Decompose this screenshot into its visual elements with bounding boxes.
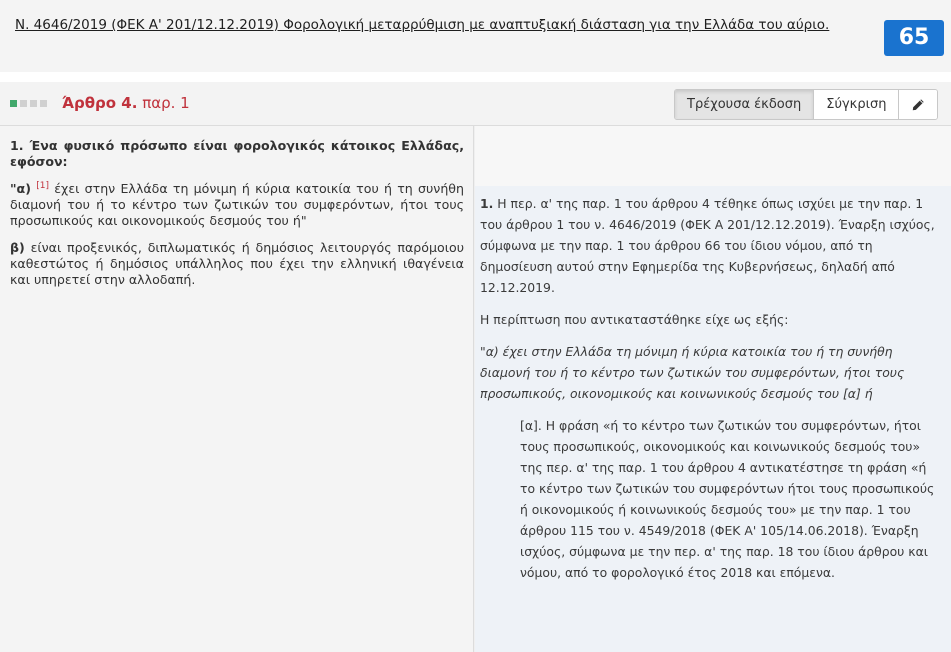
pencil-icon: [911, 98, 925, 112]
footnote-ref-link[interactable]: [1]: [36, 180, 49, 191]
version-button-group: [674, 89, 938, 120]
note-paragraph-1-text: Η περ. α' της παρ. 1 του άρθρου 4 τέθηκε όπως ισχύει με την παρ. 1 του άρθρου 1 του ν. 4646/2019 (ΦΕΚ Α 201/12.12.2019). Έναρξη ισχύος, σύμφωνα με την παρ. 1 του άρθρου 66 του ίδιου νόμου, από τη δημοσίευση αυτού στην Εφημερίδα της Κυβερνήσεως, δηλαδή από 12.12.2019.: [480, 196, 935, 295]
article-text: [10, 138, 464, 299]
count-badge: 65: [884, 20, 944, 56]
paragraph-label: παρ. 1: [142, 94, 190, 112]
header-spacer: [0, 72, 951, 82]
item-b-text: είναι προξενικός, διπλωματικός ή δημόσιος λειτουργός παρόμοιου καθεστώτος ή δημόσιος υπάλληλος που έχει την ελληνική ιθαγένεια και υπηρετεί στην αλλοδαπή.: [10, 240, 464, 287]
progress-dots: [10, 100, 50, 119]
item-b: [10, 240, 464, 288]
edit-button[interactable]: [899, 90, 937, 119]
note-paragraph-1: [480, 193, 940, 298]
item-a-text: έχει στην Ελλάδα τη μόνιμη ή κύρια κατοικία του ή τη συνήθη διαμονή του ή το κέντρο των ζωτικών του συμφερόντων, ήτοι τους προσωπικούς και οικονομικούς δεσμούς του ή": [10, 181, 464, 228]
notes-pane: [475, 126, 951, 652]
compare-button[interactable]: Σύγκριση: [814, 90, 899, 119]
item-a-label: "α): [10, 181, 31, 196]
progress-dot-active: [10, 100, 17, 107]
progress-dot: [30, 100, 37, 107]
law-title-link[interactable]: Ν. 4646/2019 (ΦΕΚ Α' 201/12.12.2019) Φορολογική μεταρρύθμιση με αναπτυξιακή διάσταση για την Ελλάδα του αύριο.: [15, 17, 830, 33]
note-quoted-text: "α) έχει στην Ελλάδα τη μόνιμη ή κύρια κατοικία του ή τη συνήθη διαμονή του ή το κέντρο των ζωτικών του συμφερόντων, ήτοι τους προσωπικούς, οικονομικούς και κοινωνικούς δεσμούς του [α] ή: [480, 344, 905, 401]
progress-dot: [20, 100, 27, 107]
note-paragraph-2: Η περίπτωση που αντικαταστάθηκε είχε ως εξής:: [480, 312, 789, 327]
footnote-content: [480, 193, 940, 594]
progress-dot: [40, 100, 47, 107]
current-version-button[interactable]: Τρέχουσα έκδοση: [675, 90, 814, 119]
law-header: [0, 0, 951, 73]
paragraph-heading: 1. Ένα φυσικό πρόσωπο είναι φορολογικός κάτοικος Ελλάδας, εφόσον:: [10, 138, 464, 169]
note-subnote: [α]. Η φράση «ή το κέντρο των ζωτικών του συμφερόντων, ήτοι τους προσωπικούς, οικονομικούς και κοινωνικούς δεσμούς του» της περ. α' της παρ. 1 του άρθρου 4 αντικατέστησε τη φράση «ή το κέντρο των ζωτικών του συμφερόντων ήτοι τους προσωπικούς ή οικονομικούς ή κοινωνικούς δεσμούς του» με την παρ. 1 του άρθρου 115 του ν. 4549/2018 (ΦΕΚ Α' 105/14.06.2018). Έναρξη ισχύος, σύμφωνα με την περ. α' της παρ. 18 του ίδιου άρθρου και νόμου, από το φορολογικό έτος 2018 και επόμενα.: [520, 418, 935, 580]
article-heading: [62, 94, 190, 112]
item-b-label: β): [10, 240, 25, 255]
footnote-box: [475, 186, 951, 652]
article-text-pane: [0, 126, 474, 652]
item-a: [10, 181, 464, 229]
article-label: Άρθρο 4.: [62, 94, 138, 112]
note-number: 1.: [480, 196, 494, 211]
